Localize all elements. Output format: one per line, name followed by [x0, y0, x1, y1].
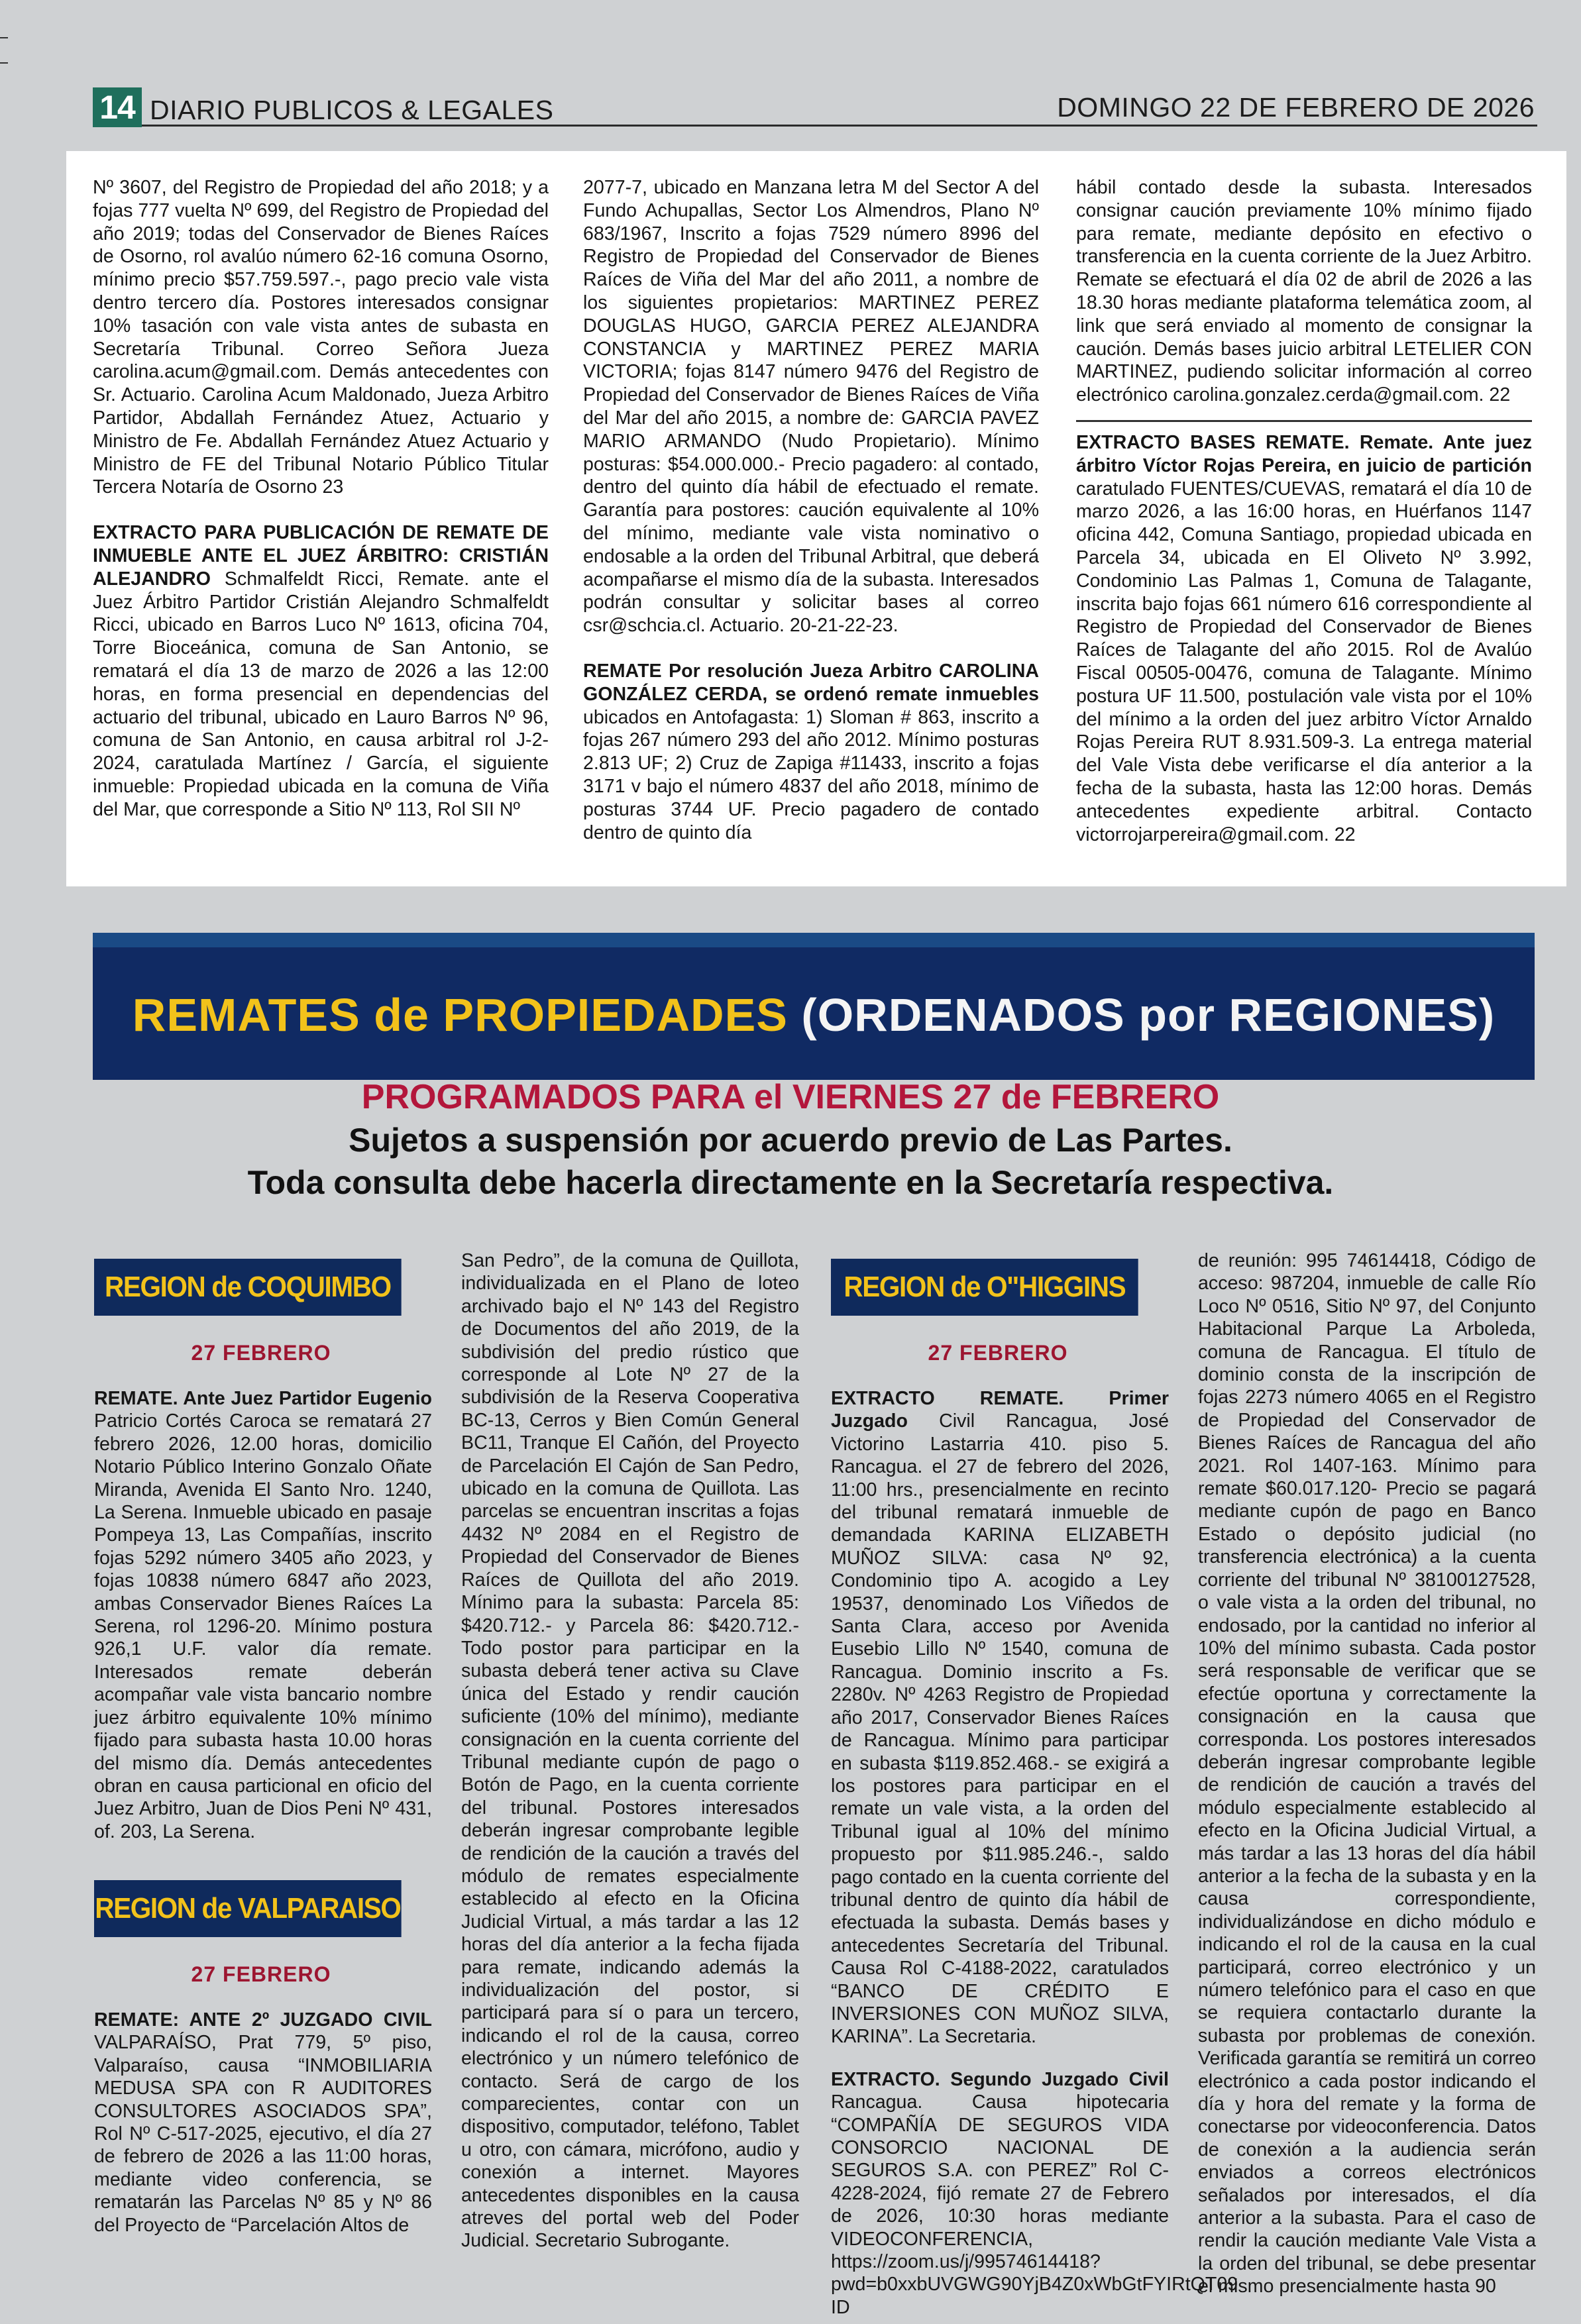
notice-column-1: [93, 176, 549, 821]
notice-heading: EXTRACTO. Segundo Juzgado Civil: [831, 2068, 1169, 2090]
notice-text: 2077-7, ubicado en Manzana letra M del Sector A del Fundo Achupallas, Sector Los Almendros, Plano Nº 683/1967, Inscrito a fojas 7529 número 8996 del Registro de Propiedad del Conservador de Bienes Raíces de Viña del Mar del año 2011, a nombre de los siguientes propietarios: MARTINEZ PEREZ DOUGLAS HUGO, GARCIA PEREZ ALEJANDRA CONSTANCIA y MARTINEZ PEREZ MARIA VICTORIA; fojas 8147 número 9476 del Registro de Propiedad del Conservador de Bienes Raíces de Viña del Mar del año 2015, a nombre de: GARCIA PAVEZ MARIO ARMANDO (Nudo Propietario). Mínimo posturas: $54.000.000.- Precio pagadero: al contado, dentro del quinto día hábil de efectuado el remate. Garantía para postores: caución equivalente al 10% del mínimo, mediante vale vista nominativo o endosable a la orden del Tribunal Arbitral, que deberá acompañarse el mismo día de la subasta. Interesados podrán consultar y solicitar bases al correo csr@schcia.cl. Actuario. 20-21-22-23.: [583, 177, 1039, 637]
notice-text: REMATE Por resolución Jueza Arbitro CAROLINA GONZÁLEZ CERDA, se ordenó remate inmuebles ubicados en Antofagasta: 1) Sloman # 863, inscrito a fojas 267 número 293 del año 2012. Mínimo posturas 2.813 UF; 2) Cruz de Zapiga #11433, inscrito a fojas 3171 v bajo el número 4837 del año 2018, mínimo de posturas 3744 UF. Precio pagadero de contado dentro de quinto día: [583, 660, 1039, 843]
publication-name: DIARIO PUBLICOS & LEGALES: [150, 95, 554, 125]
notice-heading: REMATE: ANTE 2º JUZGADO CIVIL: [94, 2009, 432, 2031]
crop-mark: [0, 62, 8, 64]
top-notices-panel: [66, 151, 1566, 886]
region-header-ohiggins: REGION de O"HIGGINS: [831, 1259, 1138, 1316]
notice-ohiggins: EXTRACTO REMATE. Primer Juzgado Civil Rancagua, José Victorino Lastarria 410. piso 5. Rancagua. el 27 de febrero del 2026, 11:00 hrs., presencialmente en recinto del tribunal rematará inmueble de demandada KARINA ELIZABETH MUÑOZ SILVA: casa Nº 92, Condominio tipo A. acogido a Ley 19537, denominado Los Viñedos de Santa Clara, acceso por Avenida Eusebio Lillo Nº 1540, comuna de Rancagua. Dominio inscrito a Fs. 2280v. Nº 4263 Registro de Propiedad año 2017, Conservador Bienes Raíces de Rancagua. Mínimo para participar en subasta $119.852.468.- se exigirá a los postores para participar en el remate un vale vista, a la orden del Tribunal igual al 10% del mínimo propuesto por $11.985.246.-, saldo pago contado en la cuenta corriente del tribunal dentro de quinto día hábil de efectuada la subasta. Demás bases y antecedentes Secretaría del Tribunal. Causa Rol C-4188-2022, caratulados “BANCO DE CRÉDITO E INVERSIONES CON MUÑOZ SILVA, KARINA”. La Secretaria. EXTRACTO. Segundo Juzgado Civil Rancagua. Causa hipotecaria “COMPAÑÍA DE SEGUROS VIDA CONSORCIO NACIONAL DE SEGUROS S.A. con PEREZ” Rol C-4228-2024, fijó remate 27 de Febrero de 2026, 10:30 horas mediante VIDEOCONFERENCIA, https://zoom.us/j/99574614418?pwd=b0xxbUVGWG90YjB4Z0xWbGtFYIRtQT09 ID: [831, 1388, 1238, 2318]
notice-column-3: [1076, 176, 1532, 846]
region-date: 27 FEBRERO: [928, 1341, 1068, 1365]
notice-heading: EXTRACTO BASES REMATE. Remate. Ante juez árbitro Víctor Rojas Pereira, en juicio de partición: [1076, 431, 1532, 476]
notice-text: Nº 3607, del Registro de Propiedad del año 2018; y a fojas 777 vuelta Nº 699, del Registro de Propiedad del año 2019; todas del Conservador de Bienes Raíces de Osorno, rol avalúo número 62-16 comuna Osorno, mínimo precio $57.759.597.-, pago precio vale vista dentro tercero día. Postores interesados consignar 10% tasación con vale vista antes de subasta en Secretaría Tribunal. Correo Señora Jueza carolina.acum@gmail.com. Demás antecedentes con Sr. Actuario. Carolina Acum Maldonado, Jueza Arbitro Partidor, Abdallah Fernández Atuez, Actuario y Ministro de Fe. Abdallah Fernández Atuez Actuario y Ministro de FE del Tribunal Notario Público Titular Tercera Notaría de Osorno 23: [93, 177, 549, 498]
notice-valparaiso: REMATE: ANTE 2º JUZGADO CIVIL VALPARAÍSO, Prat 779, 5º piso, Valparaíso, causa “INMOBILIARIA MEDUSA SPA con R AUDITORES CONSULTORES ASOCIADOS SPA”, Rol Nº C-517-2025, ejecutivo, el día 27 de febrero de 2026 a las 11:00 horas, mediante video conferencia, se rematarán las Parcelas Nº 85 y Nº 86 del Proyecto de “Parcelación Altos de: [94, 2009, 432, 2236]
notice-disclaimer: Sujetos a suspensión por acuerdo previo de Las Partes.: [349, 1122, 1232, 1159]
notice-heading: REMATE. Ante Juez Partidor Eugenio: [94, 1388, 432, 1409]
banner-title-main: REMATES de PROPIEDADES: [132, 989, 788, 1041]
region-date: 27 FEBRERO: [191, 1962, 331, 1986]
region-date: 27 FEBRERO: [191, 1341, 331, 1365]
notice-heading: EXTRACTO REMATE. Primer Juzgado: [831, 1388, 1169, 1432]
banner-title-sub: (ORDENADOS por REGIONES): [801, 989, 1496, 1041]
region-header-valparaiso: REGION de VALPARAISO: [94, 1880, 402, 1937]
notice-disclaimer: Toda consulta debe hacerla directamente en la Secretaría respectiva.: [247, 1164, 1334, 1201]
crop-mark: [0, 37, 8, 38]
notice-text: EXTRACTO BASES REMATE. Remate. Ante juez árbitro Víctor Rojas Pereira, en juicio de partición caratulado FUENTES/CUEVAS, rematará el día 10 de marzo 2026, a las 16:00 horas, en Huérfanos 1147 oficina 442, Comuna Santiago, propiedad ubicada en Parcela 34, ubicada en El Oliveto Nº 3.992, Condominio Las Palmas 1, Comuna de Talagante, inscrita bajo fojas 661 número 616 correspondiente al Registro de Propiedad del Conservador de Bienes Raíces de Talagante del año 2015. Rol de Avalúo Fiscal 00505-00476, comuna de Talagante. Mínimo postura UF 11.500, postulación vale vista por el 10% del mínimo a la orden del juez arbitro Víctor Arnaldo Rojas Pereira RUT 8.931.509-3. La entrega material del Vale Vista debe verificarse el día anterior a la fecha de la subasta, hasta las 12:00 horas. Demás antecedentes expediente arbitral. Contacto victorrojarpereira@gmail.com. 22: [1076, 431, 1532, 845]
notice-ohiggins-continued: de reunión: 995 74614418, Código de acceso: 987204, inmueble de calle Río Loco Nº 0516, Sitio Nº 97, del Conjunto Habitacional Parque La Arboleda, comuna de Rancagua. El título de dominio consta de la inscripción de fojas 2273 número 4065 en el Registro de Propiedad del Conservador de Bienes Raíces de Rancagua del año 2021. Rol 1407-163. Mínimo para remate $60.017.120- Precio se pagará mediante cupón de pago en Banco Estado o depósito judicial (no transferencia electrónica) a la cuenta corriente del tribunal Nº 38100127528, o vale vista a la orden del tribunal, no endosado, por la cantidad no inferior al 10% del mínimo subasta. Cada postor será responsable de verificar que se efectúe oportuna y correctamente la consignación en la causa que corresponda. Los postores interesados deberán ingresar comprobante legible de rendición de caución a través del módulo especialmente establecido al efecto en la Oficina Judicial Virtual, a más tardar a las 13 horas del día hábil anterior a la fecha de la subasta y en la causa correspondiente, individualizándose en dicho módulo e indicando el rol de la causa en la cual participará, correo electrónico y un número telefónico para el caso en que se requiera contactarlo durante la subasta por problemas de conexión. Verificada garantía se remitirá un correo electrónico a cada postor indicando el día y hora del remate y la forma de conectarse por videoconferencia. Datos de conexión a la audiencia serán enviados a correos electrónicos señalados por interesados, el día anterior a la subasta. Para el caso de rendir la caución mediante Vale Vista a la orden del tribunal, se debe presentar el mismo presencialmente hasta 90: [1198, 1250, 1536, 2298]
page-number: 14: [93, 87, 142, 127]
region-header-coquimbo: REGION de COQUIMBO: [94, 1259, 402, 1316]
banner-title: [93, 988, 1535, 1041]
notice-valparaiso-continued: San Pedro”, de la comuna de Quillota, individualizada en el Plano de loteo archivado bajo el Nº 143 del Registro de Documentos del año 2019, de la subdivisión del predio rústico que corresponde al Lote Nº 27 de la subdivisión de la Reserva Cooperativa BC-13, Cerros y Bien Común General BC11, Tranque El Cañón, del Proyecto de Parcelación El Cajón de San Pedro, ubicado en la comuna de Quillota. Las parcelas se encuentran inscritas a fojas 4432 Nº 2084 en el Registro de Propiedad del Conservador de Bienes Raíces de Quillota del año 2019. Mínimo para la subasta: Parcela 85: $420.712.- y Parcela 86: $420.712.- Todo postor para participar en la subasta deberá tener activa su Clave única del Estado y rendir caución suficiente (10% del mínimo), mediante consignación en la cuenta corriente del Tribunal mediante cupón de pago o Botón de Pago, en la cuenta corriente del tribunal. Postores interesados deberán ingresar comprobante legible de rendición de la caución a través del módulo de remates especialmente establecido al efecto en la Oficina Judicial Virtual, a más tardar a las 12 horas del día anterior a la fecha fijada para remate, indicando además la individualización del postor, si participará para sí o para un tercero, indicando el rol de la causa, correo electrónico y un número telefónico de contacto. Será de cargo de los comparecientes, contar con un dispositivo, computador, teléfono, Tablet u otro, con cámara, micrófono, audio y conexión a internet. Mayores antecedentes disponibles en la causa atreves del portal web del Poder Judicial. Secretario Subrogante.: [461, 1250, 799, 2252]
notice-text: hábil contado desde la subasta. Interesados consignar caución previamente 10% mínimo fijado para remate, mediante depósito en efectivo o transferencia en la cuenta corriente de la Juez Arbitro. Remate se efectuará el día 02 de abril de 2026 a las 18.30 horas mediante plataforma telemática zoom, al link que será enviado al momento de consignar la caución. Demás bases juicio arbitral LETELIER CON MARTINEZ, pudiendo solicitar información al correo electrónico carolina.gonzalez.cerda@gmail.com. 22: [1076, 177, 1532, 406]
masthead: [93, 85, 1537, 127]
notice-heading: REMATE Por resolución Jueza Arbitro CAROLINA GONZÁLEZ CERDA, se ordenó remate inmuebles: [583, 660, 1039, 705]
publication-date: DOMINGO 22 DE FEBRERO DE 2026: [1057, 92, 1535, 123]
notice-text: EXTRACTO PARA PUBLICACIÓN DE REMATE DE INMUEBLE ANTE EL JUEZ ÁRBITRO: CRISTIÁN ALEJANDRO Schmalfeldt Ricci, Remate. ante el Juez Árbitro Partidor Cristián Alejandro Schmalfeldt Ricci, ubicado en Barros Luco Nº 1613, oficina 704, Torre Bioceánica, comuna de San Antonio, se rematará el día 13 de marzo de 2026 a las 12:00 horas, en forma presencial en dependencias del actuario del tribunal, ubicado en Lauro Barros Nº 96, comuna de San Antonio, en causa arbitral rol J-2-2024, caratulada Martínez / García, el siguiente inmueble: Propiedad ubicada en la comuna de Viña del Mar, que corresponde a Sitio Nº 113, Rol SII Nº: [93, 522, 549, 820]
notice-coquimbo: REMATE. Ante Juez Partidor Eugenio Patricio Cortés Caroca se rematará 27 febrero 2026, 12.00 horas, domicilio Notario Público Interino Gonzalo Oñate Miranda, Avenida El Santo Nro. 1240, La Serena. Inmueble ubicado en pasaje Pompeya 13, Las Compañías, inscrito fojas 5292 número 3405 año 2023, y fojas 10838 número 6847 año 2023, ambas Conservador Bienes Raíces La Serena, rol 1296-20. Mínimo postura 926,1 U.F. valor día remate. Interesados remate deberán acompañar vale vista bancario nombre juez árbitro equivalente 10% mínimo fijado para subasta hasta 10.00 horas del mismo día. Demás antecedentes obran en causa particional en oficio del Juez Arbitro, Juan de Dios Peni Nº 431, of. 203, La Serena.: [94, 1388, 432, 1842]
notice-column-2: [583, 176, 1039, 844]
section-banner: [93, 933, 1535, 1080]
schedule-heading: PROGRAMADOS PARA el VIERNES 27 de FEBRERO: [361, 1078, 1220, 1116]
notice-heading: EXTRACTO PARA PUBLICACIÓN DE REMATE DE INMUEBLE ANTE EL JUEZ ÁRBITRO: CRISTIÁN ALEJANDRO: [93, 522, 549, 590]
